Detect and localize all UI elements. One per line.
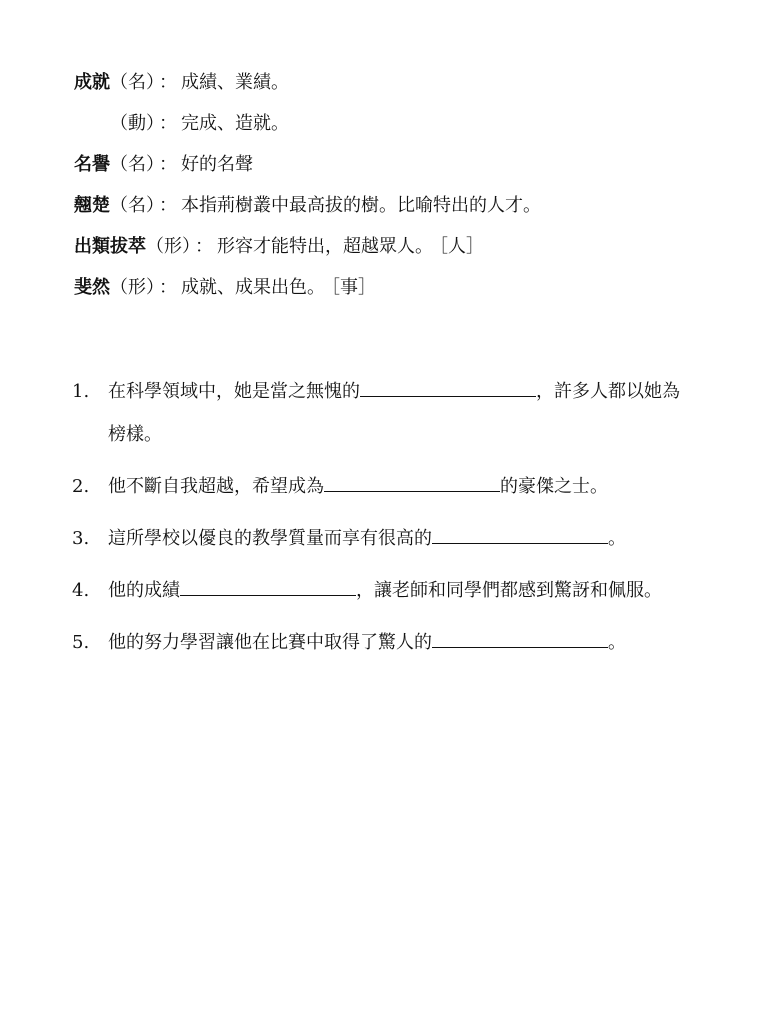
question-text: [108, 569, 680, 612]
question-2: [72, 465, 692, 508]
question-text-after: 。: [608, 632, 626, 653]
vocab-definition: 成績、業績。: [181, 72, 289, 93]
question-number: 2.: [72, 476, 90, 497]
vocab-part-of-speech: （名）: [110, 154, 155, 175]
vocab-part-of-speech: （形）: [146, 236, 191, 257]
question-text-before: 他的成績: [108, 580, 180, 601]
answer-blank[interactable]: [432, 527, 608, 544]
answer-blank[interactable]: [180, 579, 356, 596]
question-text-before: 這所學校以優良的教學質量而享有很高的: [108, 528, 432, 549]
vocab-colon: ：: [159, 277, 177, 298]
question-text: [108, 621, 680, 664]
answer-blank[interactable]: [432, 631, 608, 648]
vocab-part-of-speech: （動）: [110, 113, 155, 134]
vocab-entry-chengjiu-verb: [74, 105, 714, 146]
answer-blank[interactable]: [360, 380, 536, 397]
vocab-part-of-speech: （名）: [110, 72, 155, 93]
question-text-after: 的豪傑之士。: [500, 476, 608, 497]
question-number: 1.: [72, 381, 90, 402]
vocab-colon: ：: [159, 72, 177, 93]
question-number: 5.: [72, 632, 90, 653]
vocab-definition: 本指荊樹叢中最高拔的樹。比喻特出的人才。: [181, 195, 541, 216]
vocab-colon: ：: [159, 154, 177, 175]
vocab-colon: ：: [159, 113, 177, 134]
question-number: 4.: [72, 580, 90, 601]
vocab-entry-chengjiu-noun: [74, 64, 714, 105]
vocab-usage-tag: ［人］: [439, 236, 484, 257]
vocab-term: 成就: [74, 72, 110, 93]
question-text: [108, 517, 680, 560]
vocab-definition: 完成、造就。: [181, 113, 289, 134]
question-1: [72, 370, 692, 456]
vocab-colon: ：: [195, 236, 213, 257]
vocab-entry-feiran: [74, 269, 714, 310]
vocabulary-list: [74, 64, 714, 310]
vocab-entry-qiaochu: [74, 187, 714, 228]
vocab-entry-mingyu: [74, 146, 714, 187]
answer-blank[interactable]: [324, 475, 500, 492]
question-text-before: 他的努力學習讓他在比賽中取得了驚人的: [108, 632, 432, 653]
question-text: [108, 370, 680, 456]
vocab-definition: 形容才能特出，超越眾人。: [217, 236, 433, 257]
vocab-definition: 成就、成果出色。: [181, 277, 325, 298]
vocab-term: 出類拔萃: [74, 236, 146, 257]
vocab-term: 斐然: [74, 277, 110, 298]
vocab-part-of-speech: （名）: [110, 195, 155, 216]
vocab-colon: ：: [159, 195, 177, 216]
question-text-before: 他不斷自我超越，希望成為: [108, 476, 324, 497]
question-5: [72, 621, 692, 664]
vocab-term: 名譽: [74, 154, 110, 175]
vocab-entry-chuleibacui: [74, 228, 714, 269]
vocab-part-of-speech: （形）: [110, 277, 155, 298]
question-text-after: ，讓老師和同學們都感到驚訝和佩服。: [356, 580, 662, 601]
question-number: 3.: [72, 528, 90, 549]
fill-in-blank-questions: [72, 370, 692, 673]
question-text-after: ，許多人都以她為榜樣。: [108, 381, 680, 445]
question-text-before: 在科學領域中，她是當之無愧的: [108, 381, 360, 402]
vocab-usage-tag: ［事］: [331, 277, 376, 298]
question-3: [72, 517, 692, 560]
vocab-definition: 好的名聲: [181, 154, 253, 175]
question-text: [108, 465, 680, 508]
question-text-after: 。: [608, 528, 626, 549]
question-4: [72, 569, 692, 612]
vocab-term: 翹楚: [74, 195, 110, 216]
